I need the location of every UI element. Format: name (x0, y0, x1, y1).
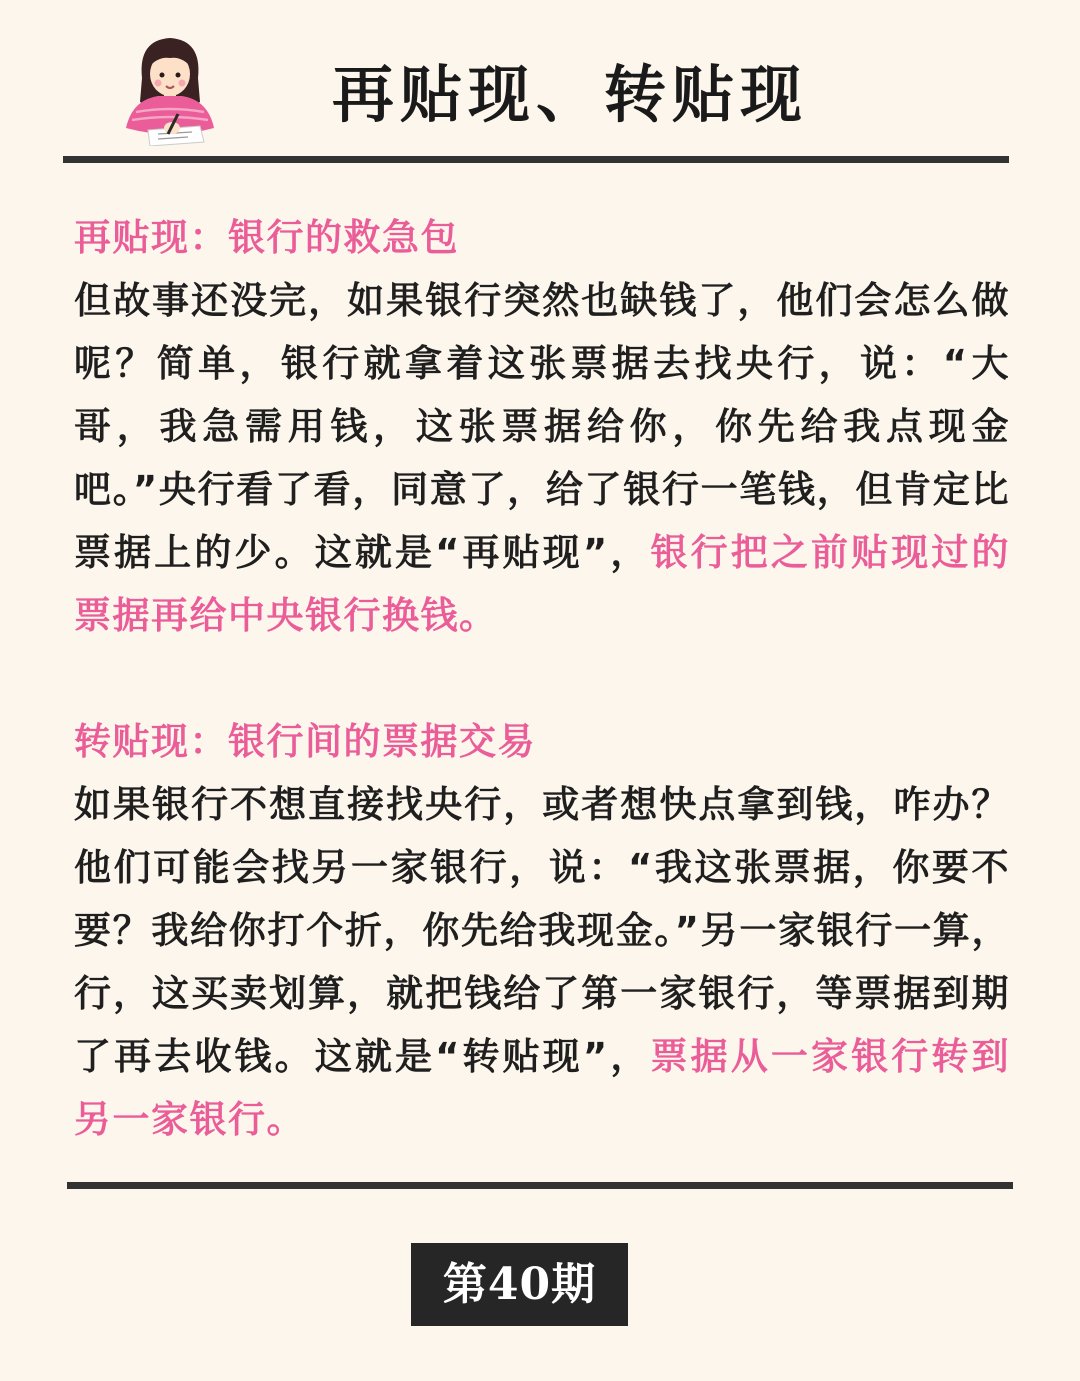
avatar (108, 28, 232, 146)
section-transfer-discount (74, 710, 1010, 1151)
section-rediscount (74, 206, 1010, 647)
footer-divider (67, 1182, 1013, 1189)
section-body: 如果银行不想直接找央行，或者想快点拿到钱，咋办？他们可能会找另一家银行，说：“我这张票据，你要不要？我给你打个折，你先给我现金。”另一家银行一算，行，这买卖划算，就把钱给了第一家银行，等票据到期了再去收钱。这就是“转贴现”， (74, 783, 1010, 1078)
section-body: 但故事还没完，如果银行突然也缺钱了，他们会怎么做呢？简单，银行就拿着这张票据去找央行，说：“大哥，我急需用钱，这张票据给你，你先给我点现金吧。”央行看了看，同意了，给了银行一笔钱，但肯定比票据上的少。这就是“再贴现”， (74, 279, 1010, 574)
section-heading: 再贴现：银行的救急包 (74, 216, 459, 259)
section-highlight: 票据从一家银行转到另一家银行。 (74, 1035, 1010, 1141)
section-highlight: 银行把之前贴现过的票据再给中央银行换钱。 (74, 531, 1010, 637)
girl-writing-illustration (108, 28, 232, 146)
header-divider (63, 156, 1009, 163)
section-heading: 转贴现：银行间的票据交易 (74, 720, 536, 763)
page-title: 再贴现、转贴现 (331, 58, 808, 131)
issue-badge: 第40期 (411, 1243, 628, 1326)
